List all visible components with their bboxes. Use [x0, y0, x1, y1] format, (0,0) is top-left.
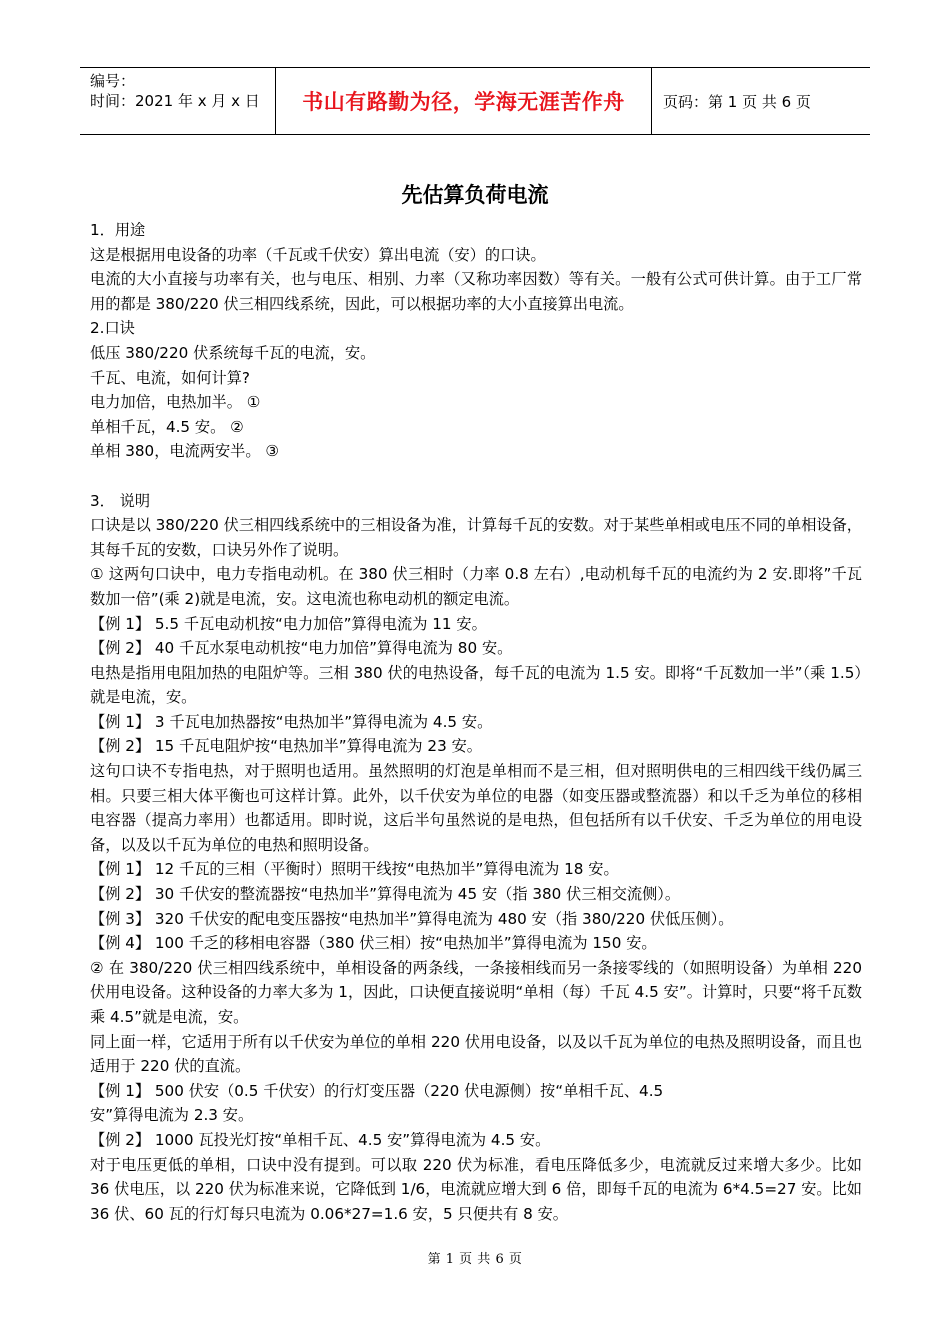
example-line: 【例 3】 320 千伏安的配电变压器按“电热加半”算得电流为 480 安（指 380/220 伏低压侧）。 [90, 909, 734, 928]
example-line: 【例 1】 12 千瓦的三相（平衡时）照明干线按“电热加半”算得电流为 18 安。 [90, 860, 619, 879]
example-line: 【例 2】 40 千瓦水泵电动机按“电力加倍”算得电流为 80 安。 [90, 639, 513, 658]
section-heading: 1．用途 [90, 221, 146, 239]
mnemonic-line: 单相千瓦，4.5 安。 ② [90, 417, 244, 436]
paragraph: 电流的大小直接与功率有关，也与电压、相别、力率（又称功率因数）等有关。一般有公式可供计算。由于工厂常用的都是 380/220 伏三相四线系统，因此，可以根据功率的大小直接算出电流。 [90, 270, 862, 313]
document-body [90, 218, 862, 1226]
document-date: 时间：2021 年 x 月 x 日 [90, 92, 260, 110]
paragraph: 千瓦、电流，如何计算? [90, 368, 250, 387]
header-meta [80, 68, 276, 134]
header-motto: 书山有路勤为径，学海无涯苦作舟 [276, 68, 652, 134]
paragraph: ② 在 380/220 伏三相四线系统中，单相设备的两条线，一条接相线而另一条接零线的（如照明设备）为单相 220 伏用电设备。这种设备的力率大多为 1，因此，口诀便直接说明“单相（每）千瓦 4.5 安”。计算时，只要“将千瓦数乘 4.5”就是电流，安。 [90, 958, 862, 1026]
paragraph: 同上面一样，它适用于所有以千伏安为单位的单相 220 伏用电设备，以及以千瓦为单位的电热及照明设备，而且也适用于 220 伏的直流。 [90, 1032, 862, 1076]
page-footer: 第 1 页 共 6 页 [427, 1252, 523, 1267]
document-number: 编号： [90, 72, 136, 90]
mnemonic-line: 电力加倍，电热加半。 ① [90, 393, 261, 412]
paragraph: 这是根据用电设备的功率（千瓦或千伏安）算出电流（安）的口诀。 [90, 245, 546, 264]
example-line: 【例 2】 30 千伏安的整流器按“电热加半”算得电流为 45 安（指 380 伏三相交流侧）。 [90, 885, 681, 904]
example-line: 安”算得电流为 2.3 安。 [90, 1106, 254, 1125]
example-line: 【例 1】 5.5 千瓦电动机按“电力加倍”算得电流为 11 安。 [90, 614, 487, 633]
paragraph: 这句口诀不专指电热，对于照明也适用。虽然照明的灯泡是单相而不是三相，但对照明供电的三相四线干线仍属三相。只要三相大体平衡也可这样计算。此外，以千伏安为单位的电器（如变压器或整流器）和以千乏为单位的移相电容器（提高力率用）也都适用。即时说，这后半句虽然说的是电热，但包括所有以千伏安、千乏为单位的用电设备，以及以千瓦为单位的电热和照明设备。 [90, 762, 862, 854]
document-title: 先估算负荷电流 [401, 183, 549, 207]
header-page-number: 页码：第 1 页 共 6 页 [663, 92, 811, 111]
example-line: 【例 2】 15 千瓦电阻炉按“电热加半”算得电流为 23 安。 [90, 737, 482, 756]
mnemonic-line: 单相 380，电流两安半。 ③ [90, 442, 279, 461]
paragraph: 低压 380/220 伏系统每千瓦的电流，安。 [90, 343, 376, 362]
section-heading: 2.口诀 [90, 319, 135, 338]
paragraph: ① 这两句口诀中，电力专指电动机。在 380 伏三相时（力率 0.8 左右）,电动机每千瓦的电流约为 2 安.即将”千瓦数加一倍”(乘 2)就是电流，安。这电流也称电动机的额定电流。 [90, 565, 862, 608]
paragraph: 电热是指用电阻加热的电阻炉等。三相 380 伏的电热设备，每千瓦的电流为 1.5 安。即将“千瓦数加一半”（乘 1.5）就是电流，安。 [90, 663, 862, 707]
paragraph: 对于电压更低的单相，口诀中没有提到。可以取 220 伏为标准，看电压降低多少，电流就反过来增大多少。比如 36 伏电压，以 220 伏为标准来说，它降低到 1/6，电流就应增大到 6 倍，即每千瓦的电流为 6*4.5=27 安。比如 36 伏、60 瓦的行灯每只电流为 0.06*27=1.6 安，5 只便共有 8 安。 [90, 1155, 862, 1223]
page-header [80, 67, 870, 135]
example-line: 【例 1】 3 千瓦电加热器按“电热加半”算得电流为 4.5 安。 [90, 712, 493, 731]
example-line: 【例 2】 1000 瓦投光灯按“单相千瓦、4.5 安”算得电流为 4.5 安。 [90, 1130, 551, 1149]
section-heading: 3． 说明 [90, 491, 151, 510]
paragraph: 口诀是以 380/220 伏三相四线系统中的三相设备为准，计算每千瓦的安数。对于某些单相或电压不同的单相设备，其每千瓦的安数，口诀另外作了说明。 [90, 516, 862, 559]
example-line: 【例 1】 500 伏安（0.5 千伏安）的行灯变压器（220 伏电源侧）按“单相千瓦、4.5 [90, 1081, 664, 1100]
example-line: 【例 4】 100 千乏的移相电容器（380 伏三相）按“电热加半”算得电流为 150 安。 [90, 934, 657, 953]
